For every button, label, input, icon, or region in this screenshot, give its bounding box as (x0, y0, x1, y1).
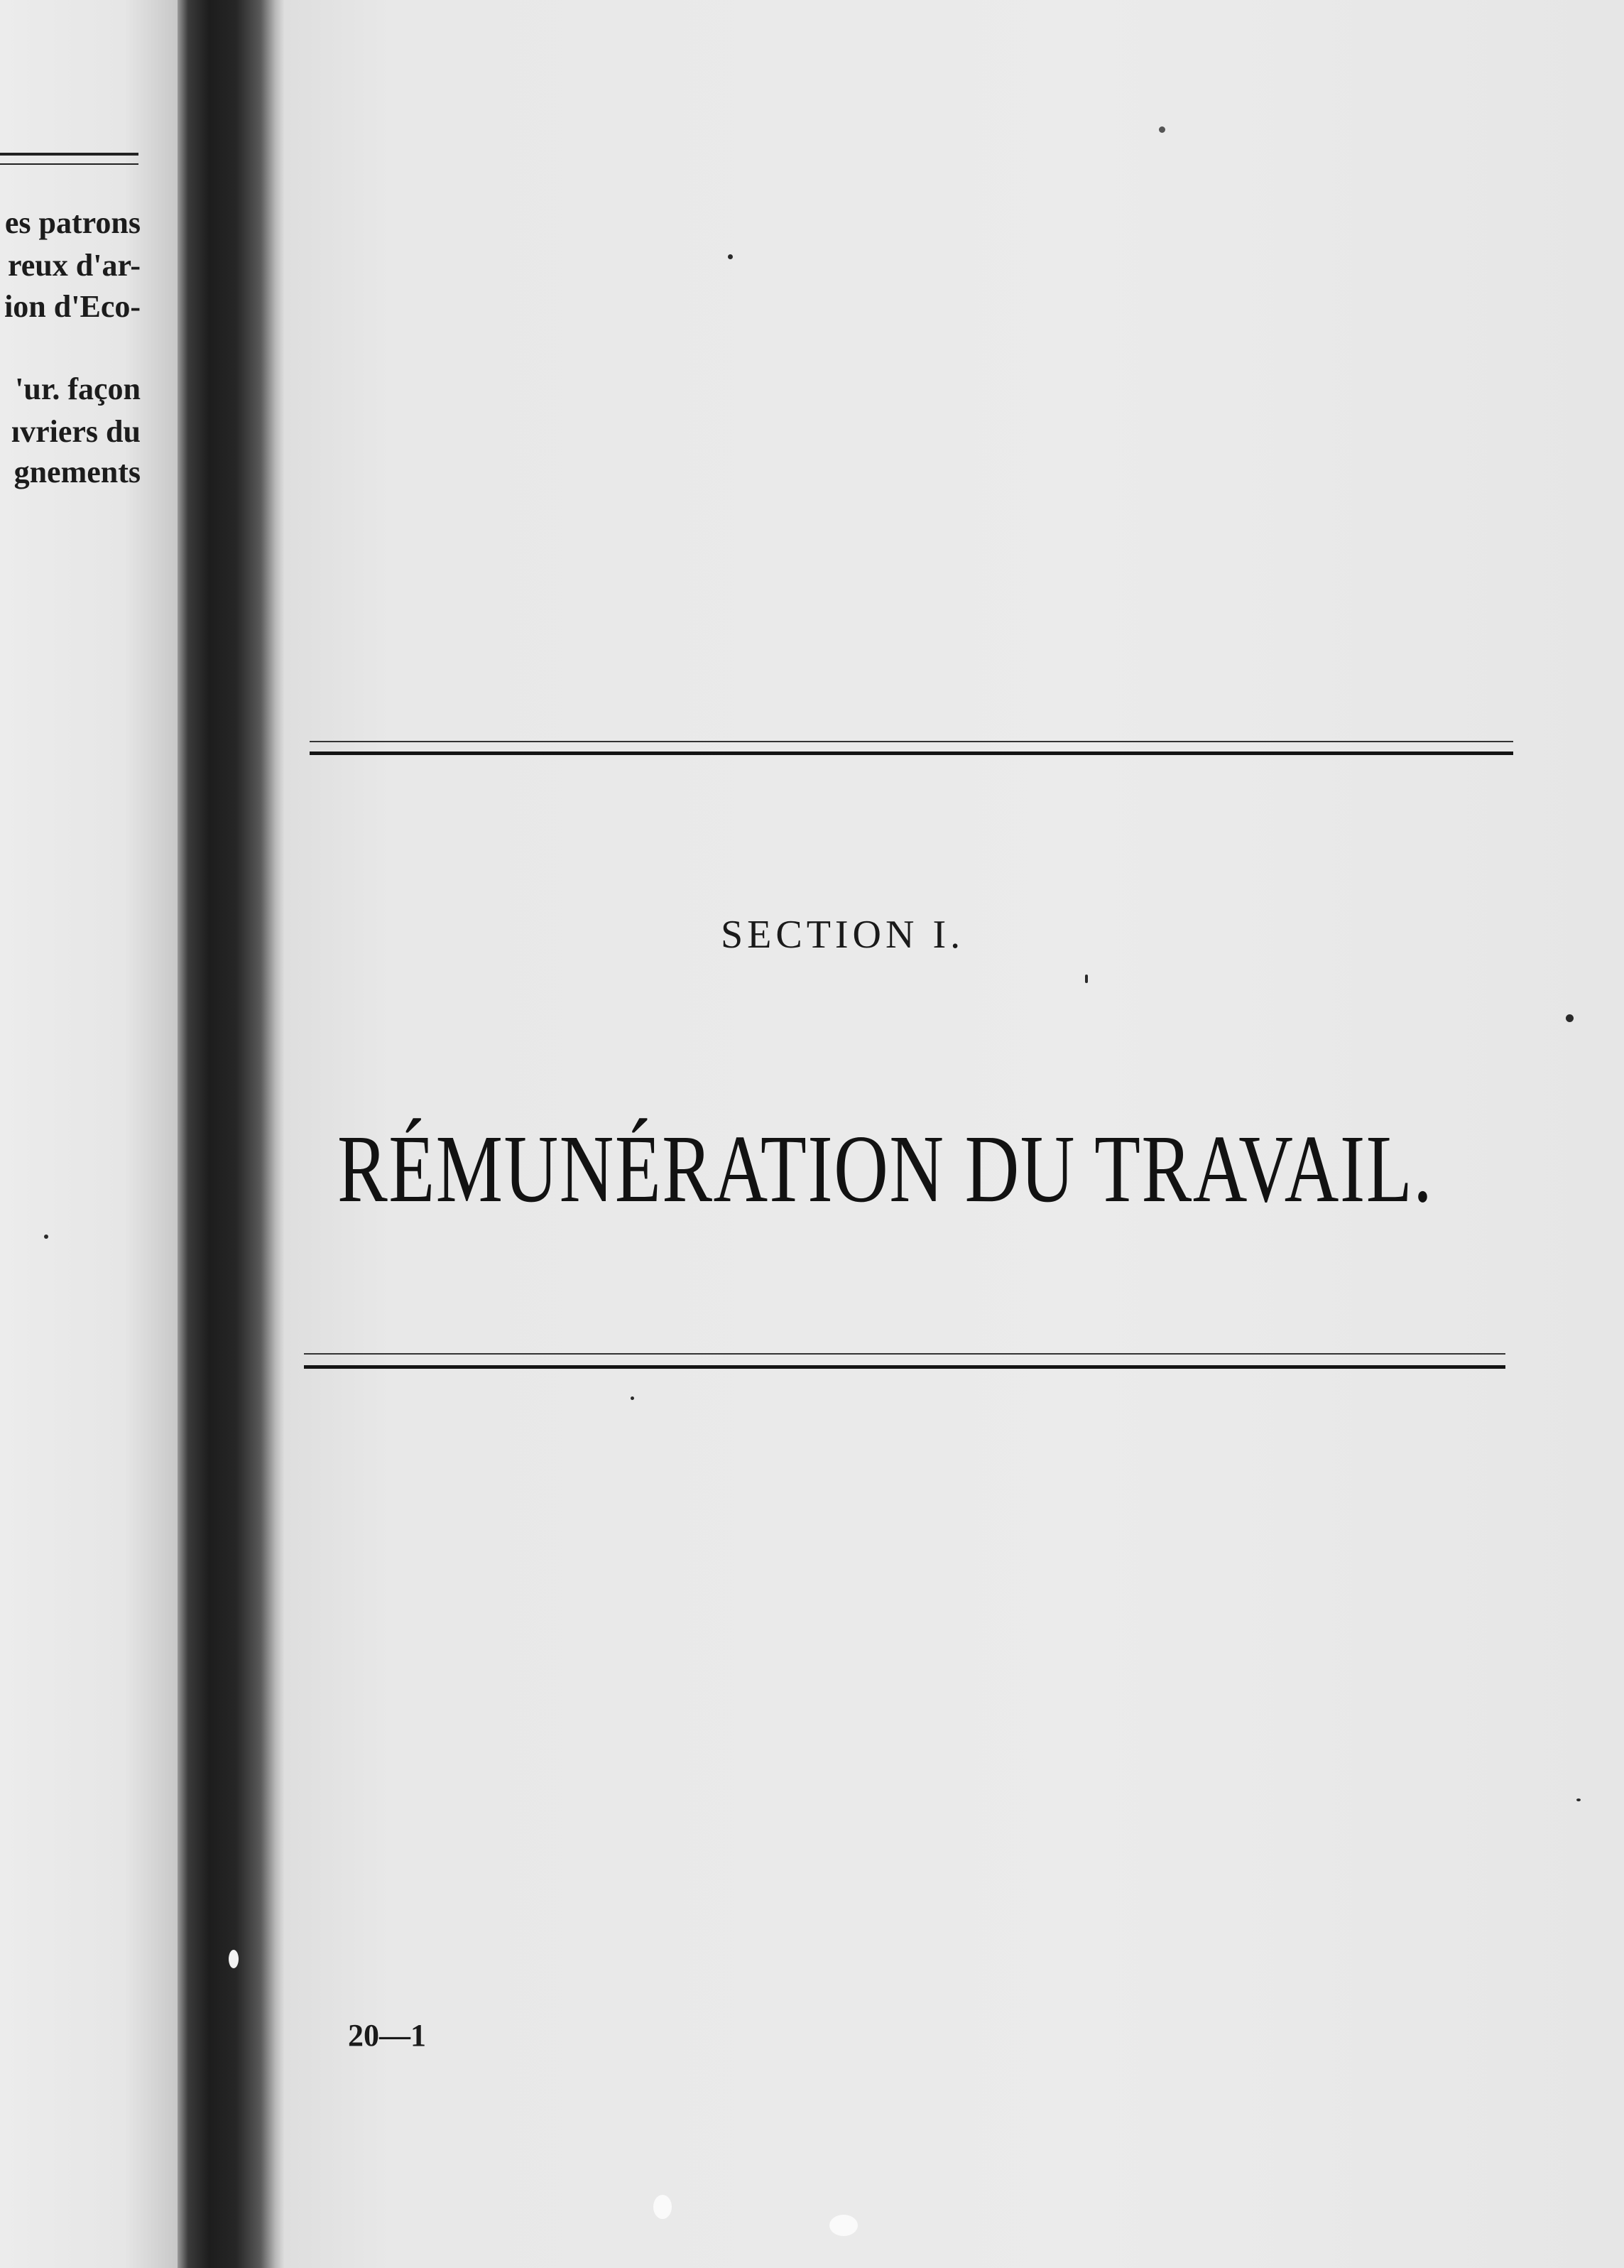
facing-page-line: gnements (13, 455, 141, 489)
scan-speck (44, 1235, 48, 1239)
facing-page-rule-bottom (0, 163, 138, 165)
scan-speck (1566, 1014, 1574, 1022)
top-rule-thin (310, 741, 1513, 742)
facing-page-rule-top (0, 153, 138, 156)
top-rule-thick (310, 752, 1513, 755)
scan-spot (829, 2215, 858, 2236)
bottom-rule-thick (304, 1365, 1505, 1369)
scan-speck (1576, 1798, 1581, 1801)
book-spine-shadow (178, 0, 284, 2268)
scan-speck (728, 254, 733, 259)
scan-speck (1085, 975, 1088, 983)
facing-page-line: ion d'Eco- (4, 289, 141, 324)
facing-page-line: es patrons (4, 205, 141, 240)
scan-speck (1159, 126, 1165, 133)
facing-page-line: reux d'ar- (8, 248, 141, 283)
page-number: 20—1 (348, 2018, 426, 2053)
section-heading: SECTION I. (721, 913, 965, 957)
scan-speck (631, 1396, 634, 1400)
scan-spot (653, 2195, 672, 2219)
page-title: RÉMUNÉRATION DU TRAVAIL. (337, 1116, 1434, 1222)
facing-page-line: ıvriers du (11, 414, 141, 449)
facing-page-line: 'ur. façon (15, 371, 141, 406)
bottom-rule-thin (304, 1353, 1505, 1355)
facing-page-fragment (0, 0, 178, 2268)
scan-spot (229, 1950, 239, 1968)
